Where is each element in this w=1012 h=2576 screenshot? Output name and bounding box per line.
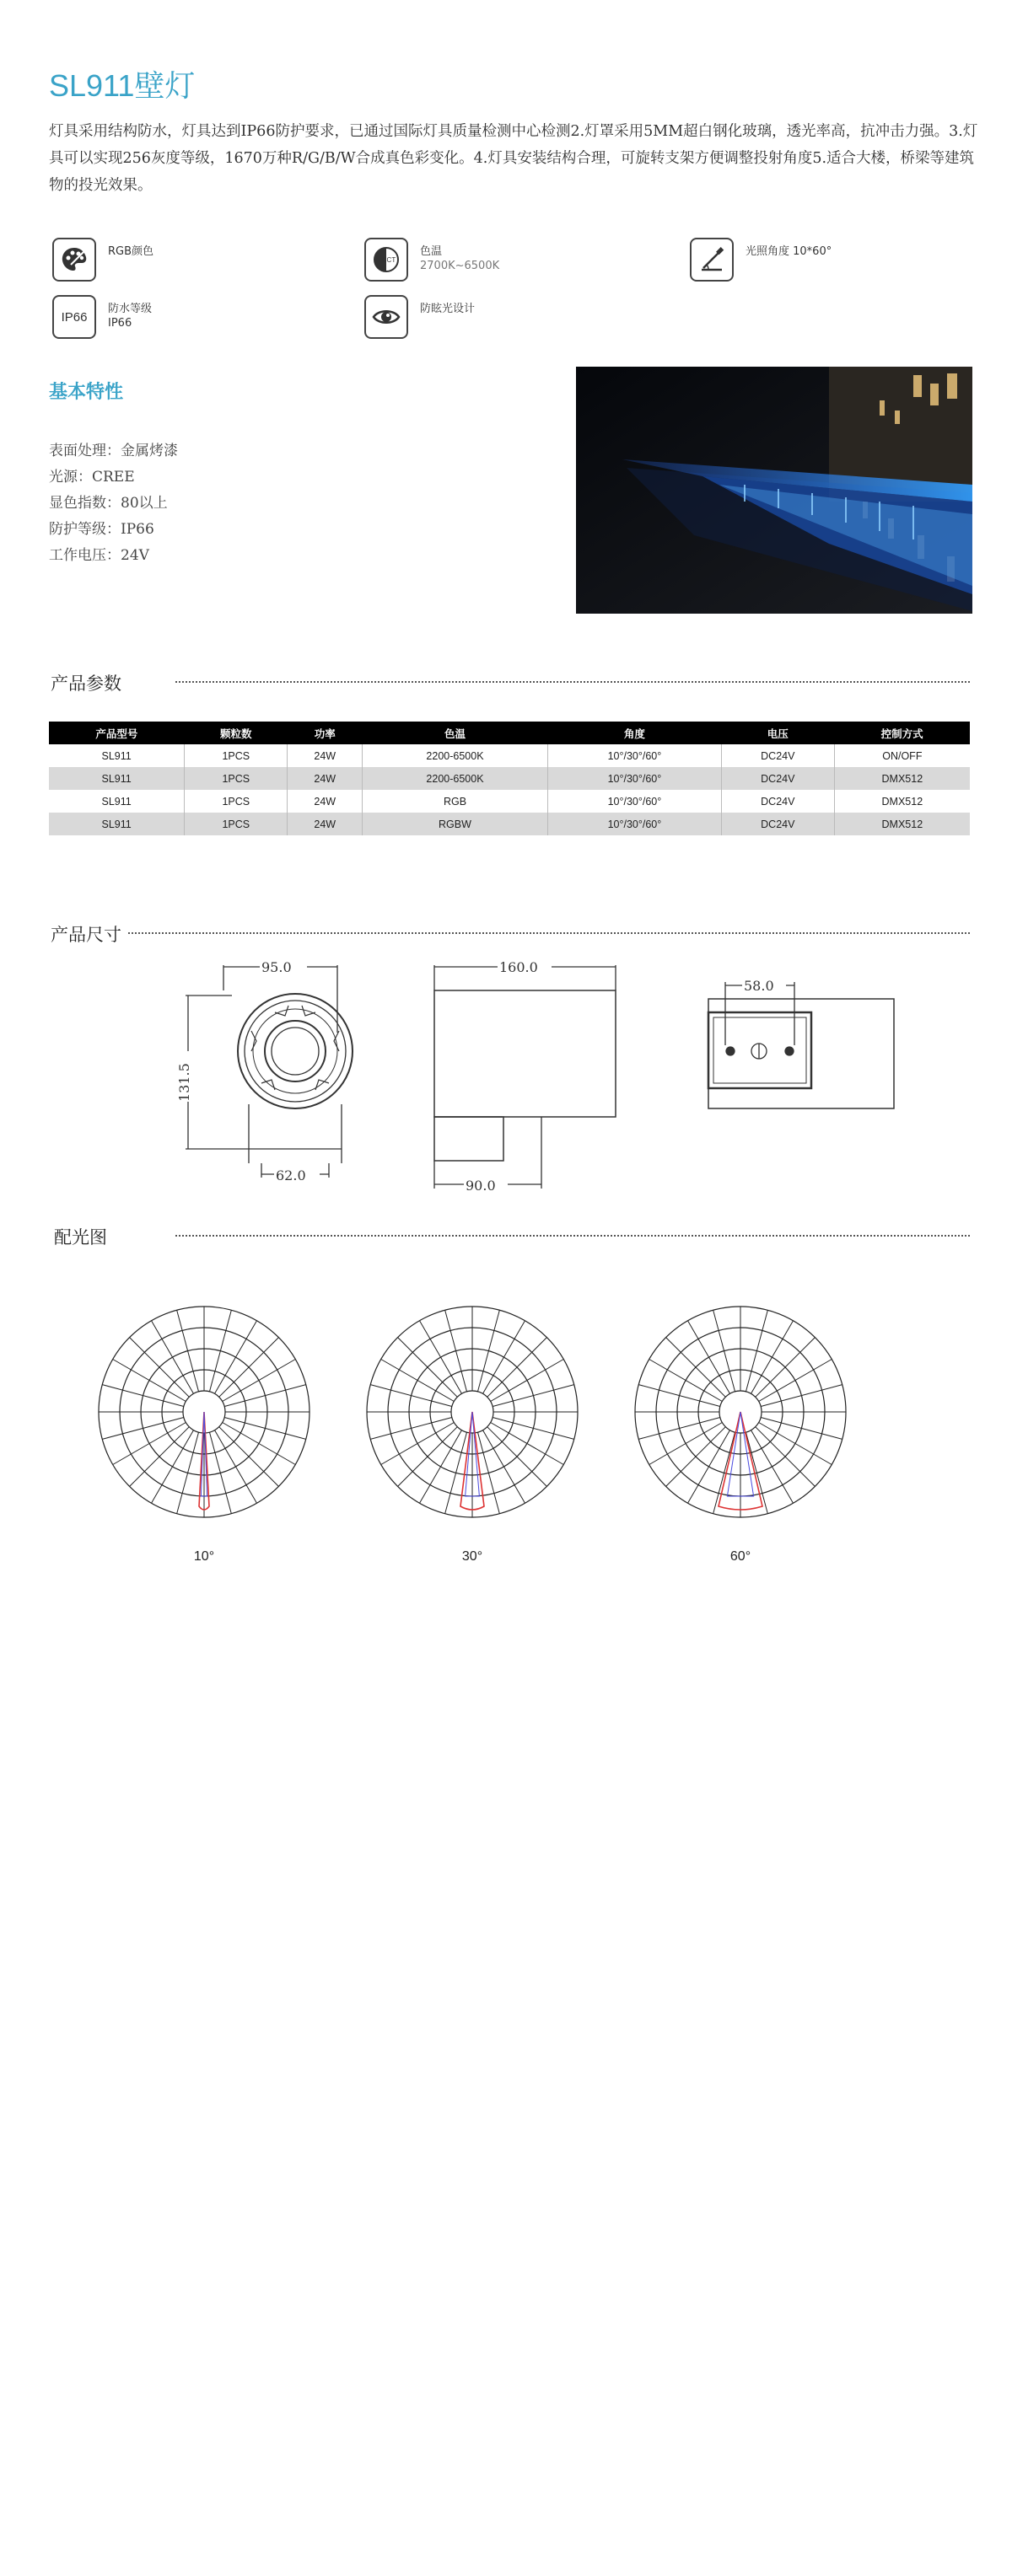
polar-spoke xyxy=(219,1338,279,1398)
polar-spoke xyxy=(219,1427,279,1487)
polar-spoke xyxy=(130,1338,190,1398)
polar-spoke xyxy=(130,1427,190,1487)
dimension-drawings xyxy=(169,957,928,1193)
dim-height: 131.5 xyxy=(176,1063,192,1102)
table-cell: 24W xyxy=(288,790,363,813)
polar-spoke xyxy=(713,1432,735,1514)
polar-spoke xyxy=(113,1423,186,1465)
polar-spoke xyxy=(398,1427,458,1487)
feature-anti-glare xyxy=(364,295,475,339)
dim-front-width: 95.0 xyxy=(261,959,292,975)
dim-top-width: 58.0 xyxy=(744,978,774,994)
feature-beam-angle xyxy=(690,238,832,282)
table-header xyxy=(49,722,970,744)
basic-heading: 基本特性 xyxy=(49,382,124,403)
basic-item: 工作电压：24V xyxy=(49,547,149,564)
polar-spoke xyxy=(688,1430,730,1504)
cct-icon-text: CCT xyxy=(381,256,396,264)
polar-spoke xyxy=(756,1338,816,1398)
polar-spoke xyxy=(224,1385,306,1407)
divider xyxy=(175,681,970,683)
column-header: 角度 xyxy=(547,722,721,744)
polar-spoke xyxy=(223,1423,296,1465)
product-photo xyxy=(576,367,972,614)
polar-spoke xyxy=(688,1321,730,1394)
table-cell: RGB xyxy=(363,790,548,813)
table-cell: DMX512 xyxy=(881,795,923,808)
beam-angle-icon xyxy=(690,238,734,282)
polar-spoke xyxy=(113,1360,186,1402)
polar-label-60: 60° xyxy=(729,1549,751,1564)
polar-spoke xyxy=(638,1385,720,1407)
palette-icon xyxy=(52,238,96,282)
feature-rgb xyxy=(52,238,153,282)
polar-spoke xyxy=(751,1430,794,1504)
feature-label: 色温 xyxy=(420,245,443,258)
polar-chart xyxy=(358,1294,586,1530)
dim-side-base: 90.0 xyxy=(466,1178,496,1193)
basic-item: 表面处理：金属烤漆 xyxy=(49,443,178,459)
table-cell: RGBW xyxy=(363,813,548,835)
table-cell: 1PCS xyxy=(185,790,288,813)
photometric-heading: 配光图 xyxy=(54,1227,107,1248)
feature-label: 光照角度 10*60° xyxy=(746,245,832,258)
table-row xyxy=(49,767,970,790)
polar-spoke xyxy=(666,1427,726,1487)
polar-spoke xyxy=(487,1427,547,1487)
polar-spoke xyxy=(761,1417,842,1439)
dim-base-width: 62.0 xyxy=(276,1167,306,1183)
polar-spoke xyxy=(477,1310,499,1392)
table-cell: SL911 xyxy=(49,767,185,790)
table-cell: SL911 xyxy=(49,744,185,767)
table-cell: 1PCS xyxy=(185,767,288,790)
table-cell: DC24V xyxy=(721,744,834,767)
params-heading: 产品参数 xyxy=(51,674,121,694)
table-cell: DMX512 xyxy=(834,767,970,790)
column-header: 功率 xyxy=(288,722,363,744)
ip66-icon-text: IP66 xyxy=(61,309,88,325)
dimensions-heading: 产品尺寸 xyxy=(51,925,121,945)
basic-list xyxy=(49,438,178,569)
polar-spoke xyxy=(381,1423,455,1465)
table-cell: DC24V xyxy=(721,767,834,790)
polar-spoke xyxy=(493,1385,574,1407)
table-cell: 1PCS xyxy=(185,744,288,767)
table-cell: SL911 xyxy=(49,790,185,813)
polar-spoke xyxy=(759,1360,832,1402)
polar-spoke xyxy=(713,1310,735,1392)
column-header: 产品型号 xyxy=(49,722,185,744)
feature-cct xyxy=(364,238,499,282)
table-row xyxy=(49,744,970,767)
feature-label: 防水等级 xyxy=(108,303,153,315)
polar-spoke xyxy=(152,1430,194,1504)
column-header: 电压 xyxy=(721,722,834,744)
polar-spoke xyxy=(445,1432,467,1514)
polar-spoke xyxy=(493,1417,574,1439)
polar-spoke xyxy=(638,1417,720,1439)
polar-label-10: 10° xyxy=(193,1549,215,1564)
table-cell: 1PCS xyxy=(185,813,288,835)
polar-spoke xyxy=(177,1432,199,1514)
table-cell: 10°/30°/60° xyxy=(547,767,721,790)
table-cell: 10°/30°/60° xyxy=(547,790,721,813)
polar-spoke xyxy=(398,1338,458,1398)
feature-label: 防眩光设计 xyxy=(420,303,476,315)
polar-spoke xyxy=(491,1423,564,1465)
table-cell: 24W xyxy=(288,767,363,790)
page-title: SL911壁灯 xyxy=(49,68,196,103)
feature-sub: 2700K~6500K xyxy=(420,260,500,272)
polar-chart xyxy=(90,1294,318,1530)
polar-spoke xyxy=(483,1430,525,1504)
table-cell: SL911 xyxy=(49,813,185,835)
table-cell: DC24V xyxy=(721,790,834,813)
side-view xyxy=(434,965,616,1189)
polar-spoke xyxy=(483,1321,525,1394)
polar-spoke xyxy=(102,1385,184,1407)
polar-spoke xyxy=(649,1423,723,1465)
table-row xyxy=(49,813,970,835)
basic-item: 防护等级：IP66 xyxy=(49,521,154,538)
column-header: 控制方式 xyxy=(834,722,970,744)
table-cell: 24W xyxy=(288,744,363,767)
dim-side-width: 160.0 xyxy=(499,959,538,975)
basic-item: 显色指数：80以上 xyxy=(49,495,168,512)
polar-spoke xyxy=(491,1360,564,1402)
table-cell: 2200-6500K xyxy=(363,767,548,790)
polar-spoke xyxy=(209,1310,231,1392)
polar-spoke xyxy=(759,1423,832,1465)
table-cell: DC24V xyxy=(721,813,834,835)
basic-item: 光源：CREE xyxy=(49,469,135,486)
polar-spoke xyxy=(420,1321,462,1394)
polar-spoke xyxy=(666,1338,726,1398)
product-description: 灯具采用结构防水，灯具达到IP66防护要求，已通过国际灯具质量检测中心检测2.灯罩采用5MM超白钢化玻璃，透光率高，抗冲击力强。3.灯具可以实现256灰度等级，1670万种R/G/B/W合成真色彩变化。4.灯具安装结构合理，可旋转支架方便调整投射角度5.适合大楼，桥梁等建筑物的投光效果。 xyxy=(49,123,978,194)
feature-label: RGB颜色 xyxy=(108,245,154,258)
polar-spoke xyxy=(215,1430,257,1504)
polar-spoke xyxy=(381,1360,455,1402)
polar-spoke xyxy=(215,1321,257,1394)
table-cell: 2200-6500K xyxy=(363,744,548,767)
divider xyxy=(175,1235,970,1237)
table-cell: 10°/30°/60° xyxy=(547,744,721,767)
polar-spoke xyxy=(152,1321,194,1394)
polar-spoke xyxy=(761,1385,842,1407)
polar-spoke xyxy=(746,1310,767,1392)
polar-spoke xyxy=(487,1338,547,1398)
ip66-icon xyxy=(52,295,96,339)
polar-spoke xyxy=(751,1321,794,1394)
cct-icon xyxy=(364,238,408,282)
polar-chart xyxy=(627,1294,854,1530)
polar-spoke xyxy=(177,1310,199,1392)
polar-spoke xyxy=(102,1417,184,1439)
polar-spoke xyxy=(209,1432,231,1514)
polar-spoke xyxy=(746,1432,767,1514)
polar-spoke xyxy=(756,1427,816,1487)
polar-spoke xyxy=(224,1417,306,1439)
polar-spoke xyxy=(649,1360,723,1402)
front-view xyxy=(186,965,353,1178)
table-cell: 24W xyxy=(288,813,363,835)
column-header: 色温 xyxy=(363,722,548,744)
polar-spoke xyxy=(370,1417,452,1439)
table-cell: 10°/30°/60° xyxy=(547,813,721,835)
polar-spoke xyxy=(477,1432,499,1514)
top-view xyxy=(708,982,894,1108)
polar-spoke xyxy=(370,1385,452,1407)
feature-sub: IP66 xyxy=(108,317,132,330)
column-header: 颗粒数 xyxy=(185,722,288,744)
polar-spoke xyxy=(445,1310,467,1392)
polar-label-30: 30° xyxy=(461,1549,483,1564)
table-cell: DMX512 xyxy=(834,813,970,835)
polar-spoke xyxy=(420,1430,462,1504)
polar-spoke xyxy=(223,1360,296,1402)
divider xyxy=(128,932,970,934)
params-table xyxy=(49,722,970,835)
feature-ip66 xyxy=(52,295,152,339)
eye-icon xyxy=(364,295,408,339)
table-row xyxy=(49,790,970,813)
table-cell: ON/OFF xyxy=(882,749,923,762)
